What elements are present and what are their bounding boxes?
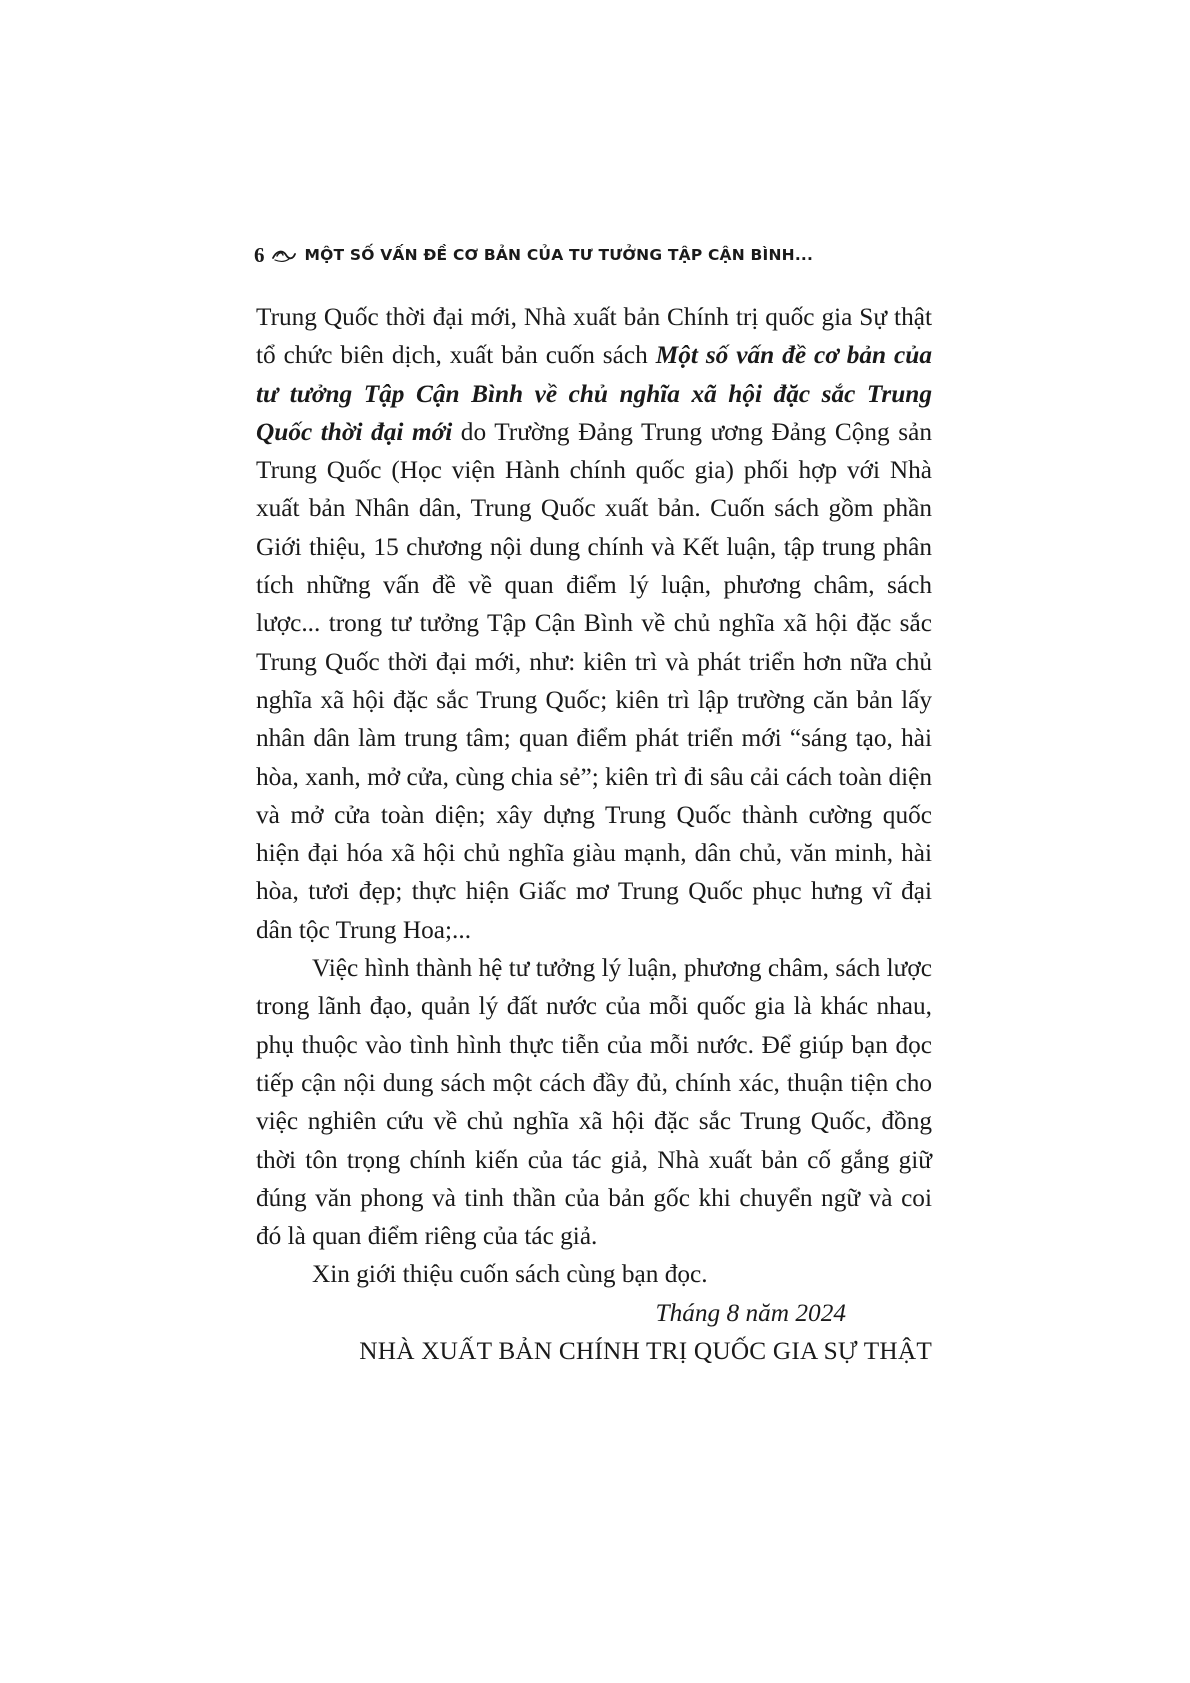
publisher-name: NHÀ XUẤT BẢN CHÍNH TRỊ QUỐC GIA SỰ THẬT <box>359 1337 932 1365</box>
leaf-ornament-icon <box>271 247 297 263</box>
signature-block <box>256 1294 932 1370</box>
paragraph-continued <box>256 298 932 949</box>
book-title: Một số vấn đề cơ bản của tư tưởng Tập Cận Bình về chủ nghĩa xã hội đặc sắc Trung Quốc thời đại mới <box>256 341 933 446</box>
running-header <box>254 240 944 270</box>
paragraph-body-text: do Trường Đảng Trung ương Đảng Cộng sản Trung Quốc (Học viện Hành chính quốc gia) phối hợp với Nhà xuất bản Nhân dân, Trung Quốc xuất bản. Cuốn sách gồm phần Giới thiệu, 15 chương nội dung chính và Kết luận, tập trung phân tích những vấn đề về quan điểm lý luận, phương châm, sách lược... trong tư tưởng Tập Cận Bình về chủ nghĩa xã hội đặc sắc Trung Quốc thời đại mới, như: kiên trì và phát triển hơn nữa chủ nghĩa xã hội đặc sắc Trung Quốc; kiên trì lập trường căn bản lấy nhân dân làm trung tâm; quan điểm phát triển mới “sáng tạo, hài hòa, xanh, mở cửa, cùng chia sẻ”; kiên trì đi sâu cải cách toàn diện và mở cửa toàn diện; xây dựng Trung Quốc thành cường quốc hiện đại hóa xã hội chủ nghĩa giàu mạnh, dân chủ, văn minh, hài hòa, tươi đẹp; thực hiện Giấc mơ Trung Quốc phục hưng vĩ đại dân tộc Trung Hoa;... <box>256 417 932 944</box>
page-number: 6 <box>254 242 265 267</box>
signature-date: Tháng 8 năm 2024 <box>655 1299 846 1327</box>
body-text <box>256 298 932 1294</box>
paragraph-translation-note: Việc hình thành hệ tư tưởng lý luận, phương châm, sách lược trong lãnh đạo, quản lý đất nước của mỗi quốc gia là khác nhau, phụ thuộc vào tình hình thực tiễn của mỗi nước. Để giúp bạn đọc tiếp cận nội dung sách một cách đầy đủ, chính xác, thuận tiện cho việc nghiên cứu về chủ nghĩa xã hội đặc sắc Trung Quốc, đồng thời tôn trọng chính kiến của tác giả, Nhà xuất bản cố gắng giữ đúng văn phong và tinh thần của bản gốc khi chuyển ngữ và coi đó là quan điểm riêng của tác giả. <box>256 954 932 1251</box>
running-title: MỘT SỐ VẤN ĐỀ CƠ BẢN CỦA TƯ TƯỞNG TẬP CẬN BÌNH... <box>304 246 814 264</box>
paragraph-intro-text: Trung Quốc thời đại mới, Nhà xuất bản Chính trị quốc gia Sự thật tổ chức biên dịch, xuất bản cuốn sách <box>256 303 932 370</box>
paragraph-closing: Xin giới thiệu cuốn sách cùng bạn đọc. <box>312 1260 708 1289</box>
